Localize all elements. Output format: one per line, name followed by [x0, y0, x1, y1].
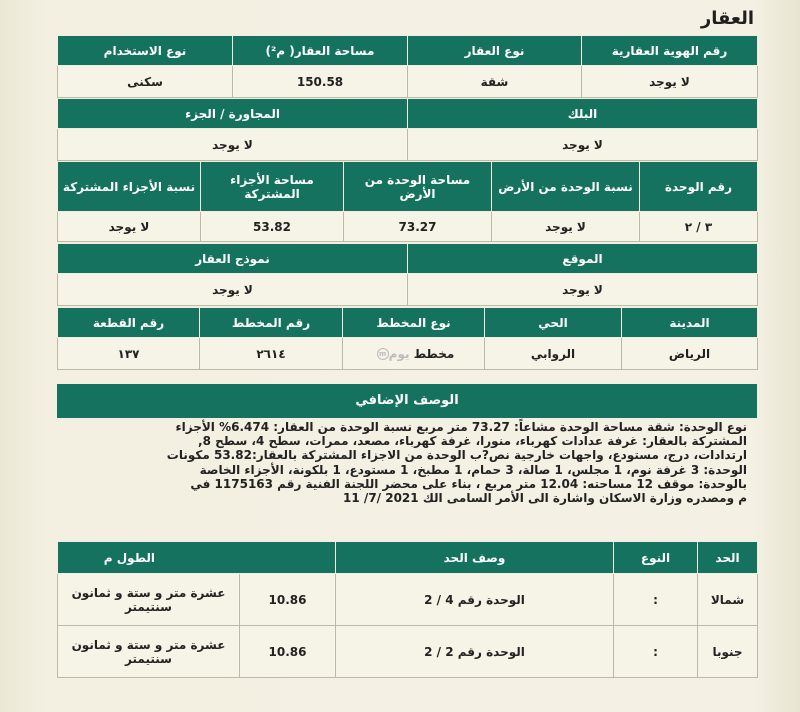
- boundary-type: :: [614, 626, 698, 678]
- description-line: م ومصدره وزارة الاسكان واشارة الى الأمر السامى الك 2021 /7/ 11: [343, 491, 747, 506]
- header-unit-land-ratio: نسبة الوحدة من الأرض: [492, 162, 640, 212]
- watermark-text: يوم: [388, 346, 410, 361]
- watermark-logo-icon: m: [377, 348, 389, 360]
- value-location: لا يوجد: [408, 274, 758, 306]
- header-property-area: مساحة العقار( م²): [233, 36, 408, 66]
- header-property-id: رقم الهوية العقارية: [582, 36, 758, 66]
- value-usage-type: سكنى: [58, 66, 233, 98]
- boundary-length-text: عشرة متر و ستة و ثمانون سنتيمتر: [58, 626, 240, 678]
- table-row: [58, 574, 758, 626]
- value-property-type: شقة: [408, 66, 582, 98]
- description-heading: الوصف الإضافي: [57, 384, 757, 418]
- header-length: الطول م: [58, 542, 336, 574]
- boundary-desc: الوحدة رقم 4 / 2: [336, 574, 614, 626]
- plan-type-text: مخطط: [413, 346, 455, 361]
- boundaries-table: [57, 541, 758, 678]
- location-table: [57, 243, 758, 306]
- boundary-side: جنوبا: [698, 626, 758, 678]
- value-plan-number: ٢٦١٤: [200, 338, 343, 370]
- value-neighborhood-part: لا يوجد: [58, 129, 408, 161]
- description-line: الوحدة: 3 غرفة نوم، 1 مجلس، 1 صالة، 3 حمام، 1 مطبخ، 1 مستودع، 1 بلكونة، الأجزاء الخاصة: [199, 462, 747, 477]
- boundary-length: 10.86: [240, 574, 336, 626]
- description-line: المشتركة بالعقار: غرفة عدادات كهرباء، منورا، غرفة كهرباء، مصعد، ممرات، سطح 4، سطح 8,: [198, 434, 747, 449]
- header-property-model: نموذج العقار: [58, 244, 408, 274]
- header-unit-number: رقم الوحدة: [640, 162, 758, 212]
- boundary-type: :: [614, 574, 698, 626]
- header-block: البلك: [408, 99, 758, 129]
- value-unit-land-area: 73.27: [344, 212, 492, 242]
- header-city: المدينة: [622, 308, 758, 338]
- header-unit-land-area: مساحة الوحدة من الأرض: [344, 162, 492, 212]
- header-plan-number: رقم المخطط: [200, 308, 343, 338]
- header-common-ratio: نسبة الأجزاء المشتركة: [58, 162, 201, 212]
- property-info-table: [57, 35, 758, 98]
- boundary-length-text: عشرة متر و ستة و ثمانون سنتيمتر: [58, 574, 240, 626]
- header-district: الحي: [485, 308, 622, 338]
- value-property-id: لا يوجد: [582, 66, 758, 98]
- value-unit-land-ratio: لا يوجد: [492, 212, 640, 242]
- header-type: النوع: [614, 542, 698, 574]
- boundary-side: شمالا: [698, 574, 758, 626]
- description-line: بالوحدة: موقف 12 مساحته: 12.04 متر مربع ، بناء على محضر اللجنة الفنية رقم 1175163 في: [190, 476, 747, 491]
- boundary-desc: الوحدة رقم 2 / 2: [336, 626, 614, 678]
- description-line: ارتدادات، درج، مستودع، واجهات خارجية نص?ب الوحدة من الاجزاء المشتركة بالعقار:53.82 مكونات: [166, 448, 747, 463]
- header-boundary: الحد: [698, 542, 758, 574]
- additional-description: [57, 384, 757, 507]
- description-line: نوع الوحدة: شقة مساحة الوحدة مشاعاً: 73.27 متر مربع نسبة الوحدة من العقار: 6.474% الأجزاء: [175, 420, 747, 434]
- header-location: الموقع: [408, 244, 758, 274]
- value-common-area: 53.82: [201, 212, 344, 242]
- description-body: [57, 418, 757, 507]
- table-row: [58, 626, 758, 678]
- header-boundary-desc: وصف الحد: [336, 542, 614, 574]
- value-district: الروابي: [485, 338, 622, 370]
- page-title: العقار: [700, 8, 754, 29]
- unit-table: [57, 161, 758, 242]
- header-usage-type: نوع الاستخدام: [58, 36, 233, 66]
- value-property-area: 150.58: [233, 66, 408, 98]
- header-property-type: نوع العقار: [408, 36, 582, 66]
- value-city: الرياض: [622, 338, 758, 370]
- value-common-ratio: لا يوجد: [58, 212, 201, 242]
- plan-table: [57, 307, 758, 370]
- header-plan-type: نوع المخطط: [343, 308, 485, 338]
- value-unit-number: ٣ / ٢: [640, 212, 758, 242]
- value-plan-type: [343, 338, 485, 370]
- value-block: لا يوجد: [408, 129, 758, 161]
- header-neighborhood-part: المجاورة / الجزء: [58, 99, 408, 129]
- header-common-area: مساحة الأجزاء المشتركة: [201, 162, 344, 212]
- header-plot-number: رقم القطعة: [58, 308, 200, 338]
- boundary-length: 10.86: [240, 626, 336, 678]
- block-table: [57, 98, 758, 161]
- value-property-model: لا يوجد: [58, 274, 408, 306]
- value-plot-number: ١٣٧: [58, 338, 200, 370]
